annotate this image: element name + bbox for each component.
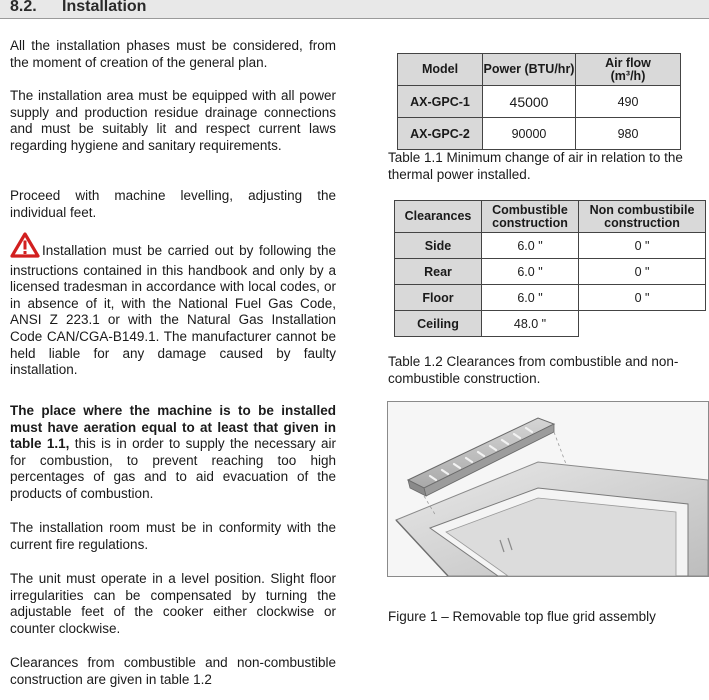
warning-icon (10, 232, 40, 263)
table-clearances (394, 200, 706, 337)
table1-power-cell: 45000 (483, 86, 576, 118)
table2-combustible-cell: 6.0 " (482, 233, 579, 259)
table-row (395, 233, 706, 259)
table2-combustible-cell: 48.0 " (482, 311, 579, 337)
table2-header-noncombustible: Non combustibile construction (579, 201, 706, 233)
table-row (395, 311, 706, 337)
section-number: 8.2. (10, 0, 37, 15)
paragraph-level-position: The unit must operate in a level position. Slight floor irregularities can be compensated by turning the adjustable feet of the cooker either clockwise or counter clockwise. (10, 571, 336, 636)
flue-grid-figure (387, 401, 709, 577)
table1-caption-line1: Table 1.1 Minimum change of air in relation to the (388, 150, 683, 165)
table2-header-combustible: Combustible construction (482, 201, 579, 233)
table2-combustible-cell: 6.0 " (482, 285, 579, 311)
table1-caption-line2: thermal power installed. (388, 167, 531, 182)
table1-power-cell: 90000 (483, 118, 576, 150)
table1-header-power: Power (BTU/hr) (483, 54, 576, 86)
table1-model-cell: AX-GPC-1 (398, 86, 483, 118)
paragraph-levelling: Proceed with machine levelling, adjusting the individual feet. (10, 188, 336, 220)
table1-airflow-cell: 980 (576, 118, 681, 150)
table-row (395, 285, 706, 311)
paragraph-fire-regulations: The installation room must be in conformity with the current fire regulations. (10, 520, 336, 552)
table2-combustible-cell: 6.0 " (482, 259, 579, 285)
table2-noncombustible-cell (579, 311, 706, 337)
table1-airflow-unit: (m³/h) (610, 68, 646, 83)
table2-caption-line1: Table 1.2 Clearances from combustible and non- (388, 354, 679, 369)
table2-label-cell: Rear (395, 259, 482, 285)
paragraph-aeration (10, 403, 336, 503)
figure-caption: Figure 1 – Removable top flue grid assembly (388, 609, 656, 624)
paragraph-clearances-ref: Clearances from combustible and non-combustible construction are given in table 1.2 (10, 655, 336, 687)
table2-caption-line2: combustible construction. (388, 371, 541, 386)
table1-airflow-label: Air flow (605, 55, 651, 70)
table2-noncombustible-cell: 0 " (579, 285, 706, 311)
table-air-change (397, 53, 681, 150)
aeration-rest-text: this is in order to supply the necessary air for combustion, to prevent reaching too high percentages of gas and to aid evacuation of the products of combustion. (10, 436, 336, 501)
warning-lead-text: Installation must be carried out by following (42, 243, 312, 258)
table2-label-cell: Ceiling (395, 311, 482, 337)
table2-noncombustible-cell: 0 " (579, 259, 706, 285)
table2-noncombustible-cell: 0 " (579, 233, 706, 259)
section-title: Installation (62, 0, 147, 15)
table2-label-cell: Floor (395, 285, 482, 311)
table2-label-cell: Side (395, 233, 482, 259)
table1-header-airflow (576, 54, 681, 86)
paragraph-installation-area: The installation area must be equipped with all power supply and production residue drainage connections and must be suitably lit and respect current laws regarding hygiene and sanitary requirements. (10, 88, 336, 153)
table-row (395, 259, 706, 285)
table2-header-clearances: Clearances (395, 201, 482, 233)
aeration-bold-text: The place where the machine is to be installed must have aeration equal to at least that given in table 1.1, (10, 403, 336, 452)
flue-grid-illustration (388, 402, 708, 576)
section-header (0, 0, 709, 19)
table-row (398, 86, 681, 118)
table-row (398, 118, 681, 150)
paragraph-warning (10, 232, 336, 379)
paragraph-installation-phases: All the installation phases must be considered, from the moment of creation of the general plan. (10, 38, 336, 70)
table1-header-model: Model (398, 54, 483, 86)
warning-body-text: the instructions contained in this handbook and only by a licensed tradesman in accordance with local codes, or in absence of it, with the National Fuel Gas Code, ANSI Z 223.1 or with the Natural Gas Installation Code CAN/CGA-B149.1. The manufacturer cannot be held liable for any damage caused by faulty installation. (10, 243, 336, 378)
table1-model-cell: AX-GPC-2 (398, 118, 483, 150)
table1-airflow-cell: 490 (576, 86, 681, 118)
